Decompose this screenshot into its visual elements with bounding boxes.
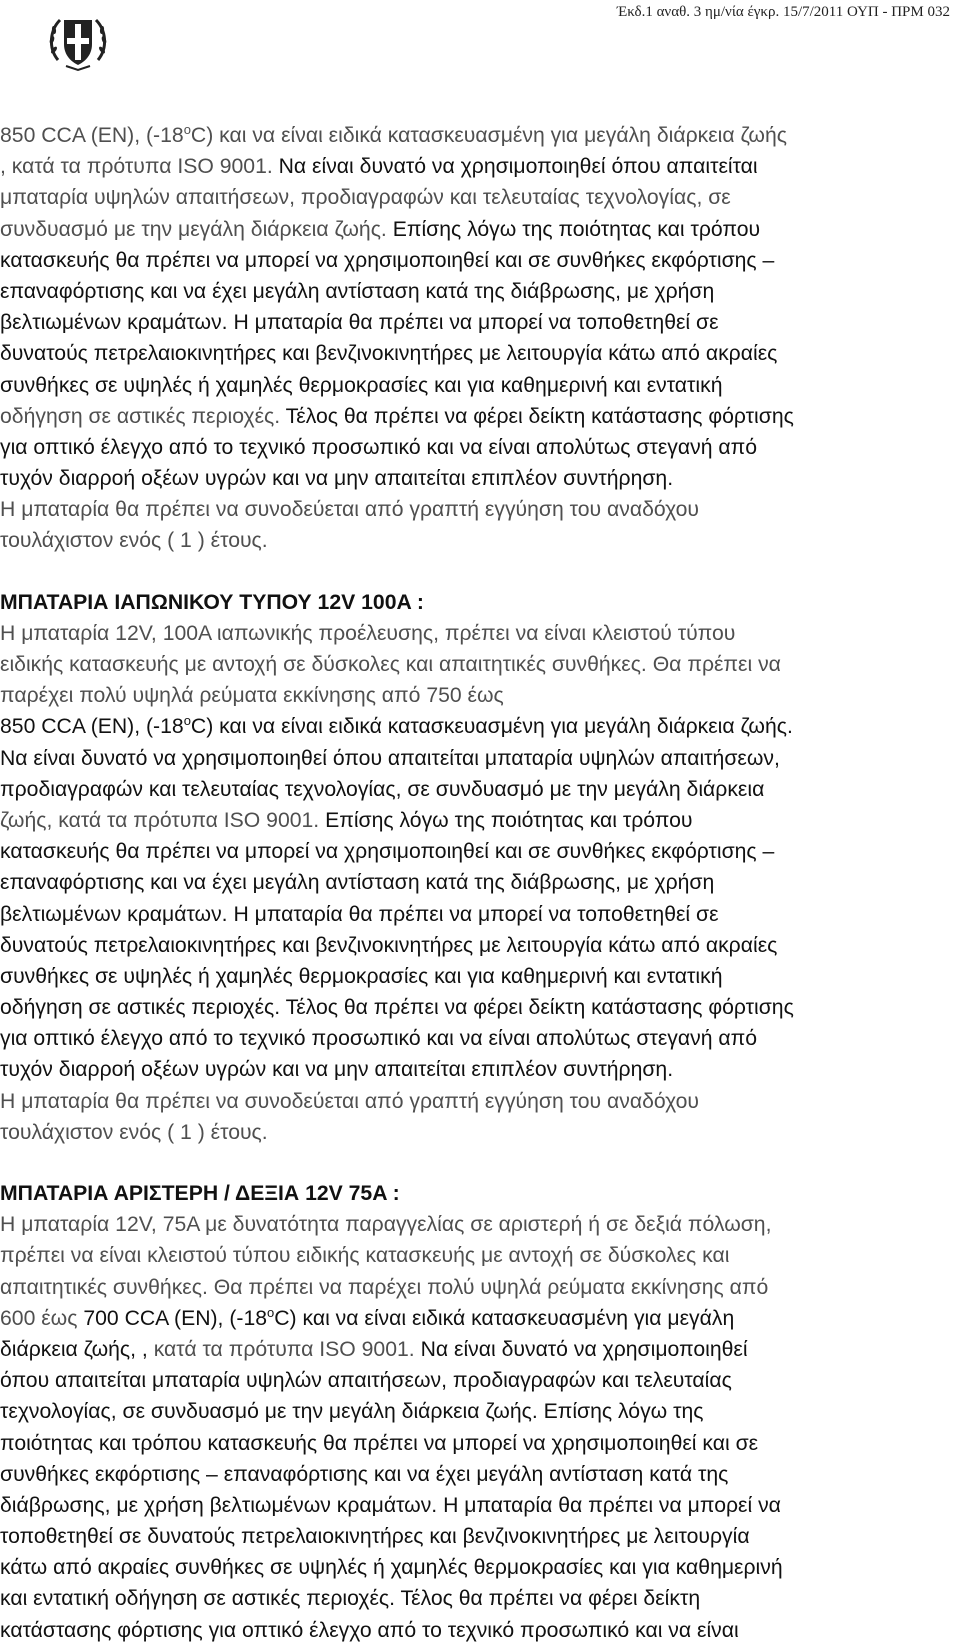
greek-coat-of-arms-icon (46, 10, 110, 74)
text-line (0, 618, 952, 649)
text-line (0, 649, 952, 680)
text-line (0, 1615, 952, 1646)
text-line (0, 1583, 952, 1614)
text-segment: συνθήκες σε υψηλές ή χαμηλές θερμοκρασίες και για καθημερινή και εντατική (0, 373, 723, 397)
text-segment: Επίσης λόγω της ποιότητας και τρόπου (325, 808, 693, 832)
text-segment: τουλάχιστον ενός ( 1 ) έτους. (0, 529, 268, 553)
text-segment: , κατά τα πρότυπα ISO 9001. (0, 155, 279, 179)
text-segment: τεχνολογίας, σε συνδυασμό με την μεγάλη διάρκεια ζωής. Επίσης λόγω της (0, 1400, 704, 1424)
text-line (0, 182, 952, 213)
text-segment: C) και να είναι ειδικά κατασκευασμένη για μεγάλη (274, 1306, 735, 1330)
text-segment: συνθήκες εκφόρτισης – επαναφόρτισης και να έχει μεγάλη αντίσταση κατά της (0, 1462, 729, 1486)
text-line (0, 1396, 952, 1427)
text-line (0, 1086, 952, 1117)
text-segment: Τέλος θα πρέπει να φέρει δείκτη κατάστασης φόρτισης (285, 404, 794, 428)
text-segment: βελτιωμένων κραμάτων. Η μπαταρία θα πρέπει να μπορεί να τοποθετηθεί σε (0, 902, 719, 926)
superscript-degree: o (183, 713, 191, 729)
document-body (0, 120, 952, 1646)
text-segment: μπαταρία υψηλών απαιτήσεων, προδιαγραφών και τελευταίας τεχνολογίας, σε (0, 186, 731, 210)
text-segment: Να είναι δυνατό να χρησιμοποιηθεί όπου απαιτείται (278, 155, 758, 179)
text-segment: βελτιωμένων κραμάτων. Η μπαταρία θα πρέπει να μπορεί να τοποθετηθεί σε (0, 311, 719, 335)
text-line (0, 992, 952, 1023)
paragraph-japanese-battery-spec (0, 618, 952, 1148)
text-segment: τοποθετηθεί σε δυνατούς πετρελαιοκινητήρες και βενζινοκινητήρες με λειτουργία (0, 1525, 750, 1549)
text-segment: κατασκευής θα πρέπει να μπορεί να χρησιμοποιηθεί και σε συνθήκες εκφόρτισης – (0, 840, 775, 864)
text-line (0, 1459, 952, 1490)
paragraph-battery-spec-continued (0, 120, 952, 557)
text-segment: 700 CCA (EN), (-18 (83, 1306, 268, 1330)
text-line (0, 276, 952, 307)
text-segment: τυχόν διαρροή οξέων υγρών και να μην απαιτείται επιπλέον συντήρηση. (0, 467, 674, 491)
text-segment: επαναφόρτισης και να έχει μεγάλη αντίσταση κατά της διάβρωσης, με χρήση (0, 279, 715, 303)
text-line (0, 245, 952, 276)
text-segment: διάρκεια ζωής, , (0, 1337, 154, 1361)
text-line (0, 1428, 952, 1459)
text-line (0, 1117, 952, 1148)
document-reference: Έκδ.1 αναθ. 3 ημ/νία έγκρ. 15/7/2011 ΟΥΠ - ΠΡΜ 032 (616, 4, 950, 20)
text-segment: διάβρωσης, με χρήση βελτιωμένων κραμάτων. Η μπαταρία θα πρέπει να μπορεί να (0, 1493, 781, 1517)
text-line (0, 805, 952, 836)
text-line (0, 743, 952, 774)
text-segment: τουλάχιστον ενός ( 1 ) έτους. (0, 1120, 268, 1144)
text-segment: συνθήκες σε υψηλές ή χαμηλές θερμοκρασίες και για καθημερινή και εντατική (0, 964, 723, 988)
text-line (0, 1209, 952, 1240)
heading-left-right-battery-12v-75a: ΜΠΑΤΑΡΙΑ ΑΡΙΣΤΕΡΗ / ΔΕΞΙΑ 12V 75A : (0, 1182, 400, 1205)
text-line (0, 680, 952, 711)
text-segment: συνδυασμό με την μεγάλη διάρκεια ζωής. (0, 217, 393, 241)
text-segment: επαναφόρτισης και να έχει μεγάλη αντίσταση κατά της διάβρωσης, με χρήση (0, 871, 715, 895)
text-line (0, 1240, 952, 1271)
text-segment: Η μπαταρία 12V, 75A με δυνατότητα παραγγελίας σε αριστερή ή σε δεξιά πόλωση, (0, 1213, 772, 1237)
text-line (0, 120, 952, 151)
text-segment: προδιαγραφών και τελευταίας τεχνολογίας, σε συνδυασμό με την μεγάλη διάρκεια (0, 777, 765, 801)
text-line (0, 930, 952, 961)
superscript-degree: o (183, 121, 191, 137)
text-line (0, 899, 952, 930)
text-segment: και εντατική οδήγηση σε αστικές περιοχές. Τέλος θα πρέπει να φέρει δείκτη (0, 1587, 701, 1611)
text-line (0, 1521, 952, 1552)
text-segment: ζωής, κατά τα πρότυπα ISO 9001. (0, 808, 326, 832)
text-segment: Η μπαταρία θα πρέπει να συνοδεύεται από γραπτή εγγύηση του αναδόχου (0, 498, 700, 522)
text-segment: ποιότητας και τρόπου κατασκευής θα πρέπει να μπορεί να χρησιμοποιηθεί και σε (0, 1431, 759, 1455)
text-segment: κατάστασης φόρτισης για οπτικό έλεγχο από το τεχνικό προσωπικό και να είναι (0, 1618, 739, 1642)
text-segment: παρέχει πολύ υψηλά ρεύματα εκκίνησης από 750 έως (0, 684, 504, 708)
text-line (0, 711, 952, 742)
text-line (0, 1054, 952, 1085)
text-line (0, 867, 952, 898)
text-segment: κατά τα πρότυπα ISO 9001. (153, 1337, 421, 1361)
text-line (0, 370, 952, 401)
text-line (0, 1365, 952, 1396)
text-segment: απαιτητικές συνθήκες. Θα πρέπει να παρέχει πολύ υψηλά ρεύματα εκκίνησης από (0, 1275, 769, 1299)
text-line (0, 432, 952, 463)
text-line (0, 1490, 952, 1521)
text-line (0, 525, 952, 556)
heading-japanese-battery-12v-100a: ΜΠΑΤΑΡΙΑ ΙΑΠΩΝΙΚΟΥ ΤΥΠΟΥ 12V 100A : (0, 590, 424, 614)
text-segment: Η μπαταρία θα πρέπει να συνοδεύεται από γραπτή εγγύηση του αναδόχου (0, 1089, 700, 1113)
text-line (0, 774, 952, 805)
text-segment: όπου απαιτείται μπαταρία υψηλών απαιτήσεων, προδιαγραφών και τελευταίας (0, 1369, 732, 1393)
text-line (0, 214, 952, 245)
text-line (0, 1023, 952, 1054)
text-segment: Να είναι δυνατό να χρησιμοποιηθεί (420, 1337, 748, 1361)
text-line (0, 1303, 952, 1334)
text-segment: C) και να είναι ειδικά κατασκευασμένη για μεγάλη διάρκεια ζωής (190, 124, 787, 147)
text-segment: οδήγηση σε αστικές περιοχές. Τέλος θα πρέπει να φέρει δείκτη κατάστασης φόρτισης (0, 996, 794, 1020)
text-segment: 600 έως (0, 1306, 84, 1330)
text-line (0, 401, 952, 432)
text-line (0, 961, 952, 992)
text-segment: για οπτικό έλεγχο από το τεχνικό προσωπικό και να είναι απολύτως στεγανή από (0, 435, 758, 459)
text-segment: C) και να είναι ειδικά κατασκευασμένη για μεγάλη διάρκεια ζωής. (190, 715, 793, 739)
text-line (0, 463, 952, 494)
text-segment: κατασκευής θα πρέπει να μπορεί να χρησιμοποιηθεί και σε συνθήκες εκφόρτισης – (0, 248, 775, 272)
text-segment: δυνατούς πετρελαιοκινητήρες και βενζινοκινητήρες με λειτουργία κάτω από ακραίες (0, 342, 778, 366)
text-line (0, 307, 952, 338)
text-line (0, 494, 952, 525)
text-segment: 850 CCA (EN), (-18 (0, 715, 184, 739)
text-segment: 850 CCA (EN), (-18 (0, 124, 184, 147)
text-segment: για οπτικό έλεγχο από το τεχνικό προσωπικό και να είναι απολύτως στεγανή από (0, 1027, 758, 1051)
text-line (0, 151, 952, 182)
superscript-degree: o (267, 1304, 275, 1320)
text-segment: ειδικής κατασκευής με αντοχή σε δύσκολες και απαιτητικές συνθήκες. Θα πρέπει να (0, 653, 781, 676)
paragraph-left-right-battery-spec (0, 1209, 952, 1646)
text-segment: πρέπει να είναι κλειστού τύπου ειδικής κατασκευής με αντοχή σε δύσκολες και (0, 1244, 730, 1268)
text-line (0, 1272, 952, 1303)
text-line (0, 338, 952, 369)
text-segment: Επίσης λόγω της ποιότητας και τρόπου (392, 217, 761, 241)
text-line (0, 836, 952, 867)
text-segment: τυχόν διαρροή οξέων υγρών και να μην απαιτείται επιπλέον συντήρηση. (0, 1058, 674, 1082)
text-segment: Η μπαταρία 12V, 100A ιαπωνικής προέλευσης, πρέπει να είναι κλειστού τύπου (0, 621, 736, 645)
text-segment: δυνατούς πετρελαιοκινητήρες και βενζινοκινητήρες με λειτουργία κάτω από ακραίες (0, 933, 778, 957)
text-segment: κάτω από ακραίες συνθήκες σε υψηλές ή χαμηλές θερμοκρασίες και για καθημερινή (0, 1556, 783, 1580)
text-segment: οδήγηση σε αστικές περιοχές. (0, 404, 286, 428)
text-segment: Να είναι δυνατό να χρησιμοποιηθεί όπου απαιτείται μπαταρία υψηλών απαιτήσεων, (0, 746, 780, 770)
text-line (0, 1552, 952, 1583)
text-line (0, 1334, 952, 1365)
